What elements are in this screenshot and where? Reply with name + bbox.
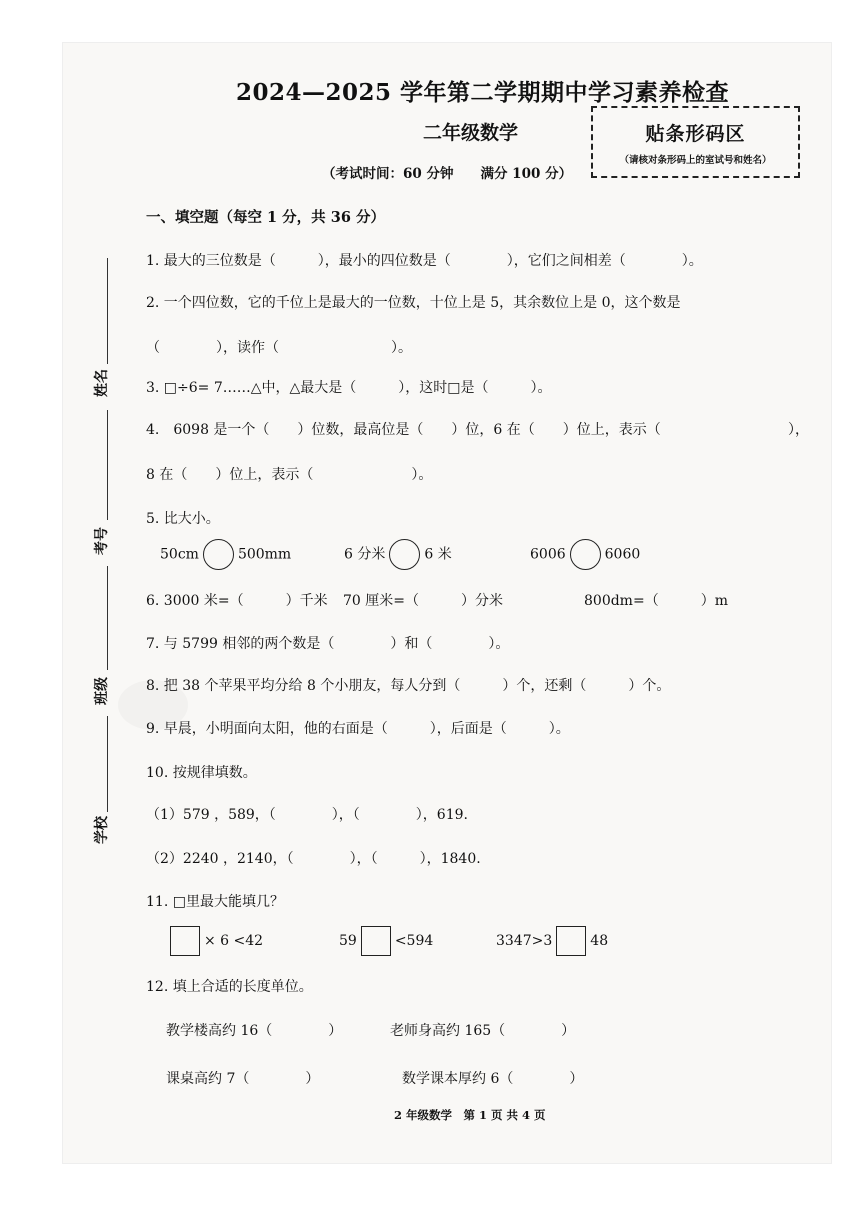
question-2-line-2: （ ），读作（ ）。 [146,340,412,356]
fill-box-item-2 [339,926,433,956]
compare-2-left: 6 分米 [344,546,386,563]
fill-box-3-left: 3347>3 [496,933,553,949]
question-6b: 70 厘米=（ ）分米 [343,593,503,609]
compare-1-right: 500mm [237,546,292,563]
question-6c: 800dm=（ ）m [584,593,728,609]
fill-box-2-left: 59 [339,933,357,949]
compare-item-3 [530,539,640,570]
fill-box-2-right: <594 [394,933,434,949]
name-line [107,258,108,364]
page-title: 2024—2025 学年第二学期期中学习素养检查 [236,79,730,106]
question-4-line-1-end: ）， [788,422,809,438]
question-7: 7. 与 5799 相邻的两个数是（ ）和（ ）。 [146,636,510,652]
compare-1-circle[interactable] [203,539,234,570]
exam-info: （考试时间：60 分钟 满分 100 分） [322,166,573,182]
fill-box-3-right: 48 [590,933,609,949]
question-12: 12. 填上合适的长度单位。 [146,979,313,995]
question-9: 9. 早晨，小明面向太阳，他的右面是（ ），后面是（ ）。 [146,721,570,737]
barcode-area [591,106,800,178]
question-12d: 数学课本厚约 6（ ） [402,1071,584,1087]
question-6a: 6. 3000 米=（ ）千米 [146,593,328,609]
question-4-line-2: 8 在（ ）位上，表示（ ）。 [146,467,433,483]
fill-box-3[interactable] [556,926,586,956]
barcode-title: 贴条形码区 [645,123,746,145]
label-name: 姓名 [94,369,110,397]
label-school: 学校 [94,816,110,844]
question-12a: 教学楼高约 16（ ） [166,1023,343,1039]
question-3: 3. □÷6= 7……△中，△最大是（ ），这时□是（ ）。 [146,380,552,396]
barcode-note: （请核对条形码上的室试号和姓名） [619,155,772,166]
question-12b: 老师身高约 165（ ） [390,1023,576,1039]
class-line [107,716,108,812]
question-4-line-1: 4. 6098 是一个（ ）位数，最高位是（ ）位，6 在（ ）位上，表示（ [146,422,661,438]
question-2-line-1: 2. 一个四位数，它的千位上是最大的一位数，十位上是 5，其余数位上是 0，这个数是 [146,295,681,311]
fill-box-item-1 [166,926,263,956]
question-10-1: （1）579 ，589，（ ），（ ），619. [146,807,468,823]
section-fill-blanks-title: 一、填空题（每空 1 分，共 36 分） [146,209,385,226]
compare-item-1 [160,539,291,570]
question-1: 1. 最大的三位数是（ ），最小的四位数是（ ），它们之间相差（ ）。 [146,253,703,269]
question-10-2: （2）2240 ，2140，（ ），（ ），1840. [146,851,481,867]
fill-box-1-text: × 6 <42 [204,933,264,949]
fill-box-2[interactable] [361,926,391,956]
compare-item-2 [344,539,452,570]
compare-2-right: 6 米 [424,546,452,563]
label-class: 班级 [94,677,110,705]
page-subtitle: 二年级数学 [423,122,519,144]
compare-3-circle[interactable] [570,539,601,570]
page-footer: 2 年级数学 第 1 页 共 4 页 [394,1108,546,1122]
compare-3-left: 6006 [530,546,566,563]
fill-box-1[interactable] [170,926,200,956]
question-10: 10. 按规律填数。 [146,765,257,781]
label-exam-no: 考号 [94,527,110,555]
fill-box-item-3 [496,926,608,956]
exam-no-line-top [107,410,108,520]
exam-no-line-bottom [107,566,108,670]
question-8: 8. 把 38 个苹果平均分给 8 个小朋友，每人分到（ ）个，还剩（ ）个。 [146,678,671,694]
compare-1-left: 50cm [160,546,199,563]
question-11: 11. □里最大能填几？ [146,894,284,910]
compare-2-circle[interactable] [389,539,420,570]
compare-3-right: 6060 [604,546,641,563]
question-12c: 课桌高约 7（ ） [166,1071,320,1087]
question-5: 5. 比大小。 [146,511,220,527]
